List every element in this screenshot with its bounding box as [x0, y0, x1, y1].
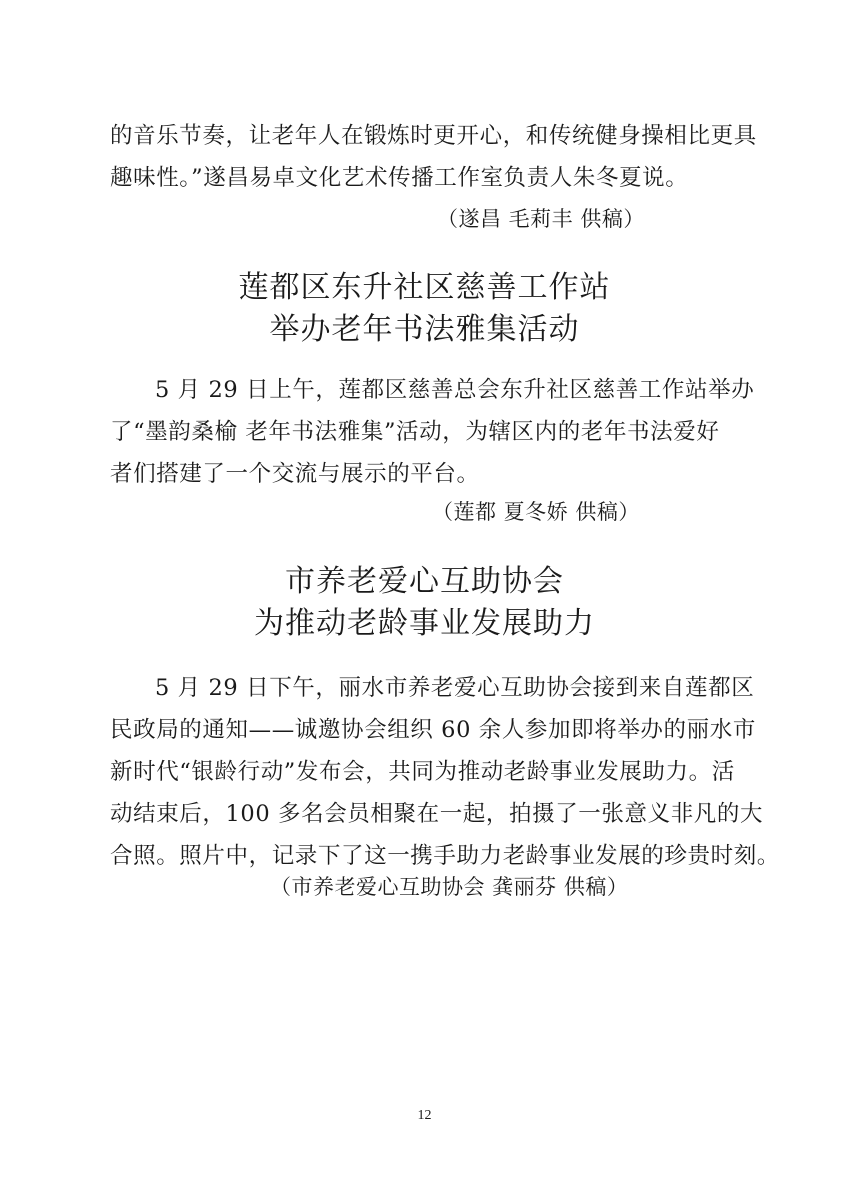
article1-paragraph-line-1: 5 月 29 日上午，莲都区慈善总会东升社区慈善工作站举办	[155, 377, 755, 403]
article2-paragraph-line-2: 民政局的通知——诚邀协会组织 60 余人参加即将举办的丽水市	[110, 717, 756, 743]
page-number: 12	[417, 1108, 432, 1123]
article2-paragraph-line-1: 5 月 29 日下午，丽水市养老爱心互助协会接到来自莲都区	[155, 675, 755, 701]
article2-paragraph-line-4: 动结束后，100 多名会员相聚在一起，拍摄了一张意义非凡的大	[110, 801, 764, 827]
article2-title-line2: 为推动老龄事业发展助力	[254, 606, 595, 641]
article1-paragraph-line-3: 者们搭建了一个交流与展示的平台。	[110, 461, 480, 487]
continuation-line-2: 趣味性。”遂昌易卓文化艺术传播工作室负责人朱冬夏说。	[110, 165, 689, 191]
article1-paragraph-line-2: 了“墨韵桑榆 老年书法雅集”活动，为辖区内的老年书法爱好	[110, 419, 720, 445]
article1-title-line1: 莲都区东升社区慈善工作站	[238, 270, 611, 305]
article2-credit: （市养老爱心互助协会 龚丽芬 供稿）	[270, 875, 629, 899]
article1-credit: （莲都 夏冬娇 供稿）	[432, 500, 640, 524]
article2-title-line1: 市养老爱心互助协会	[285, 564, 564, 599]
article2-paragraph-line-3: 新时代“银龄行动”发布会，共同为推动老龄事业发展助力。活	[110, 759, 735, 785]
continuation-credit: （遂昌 毛莉丰 供稿）	[437, 207, 645, 231]
article1-title-line2: 举办老年书法雅集活动	[269, 312, 580, 347]
article2-paragraph-line-5: 合照。照片中，记录下了这一携手助力老龄事业发展的珍贵时刻。	[110, 843, 780, 869]
continuation-line-1: 的音乐节奏，让老年人在锻炼时更开心，和传统健身操相比更具	[110, 123, 757, 149]
